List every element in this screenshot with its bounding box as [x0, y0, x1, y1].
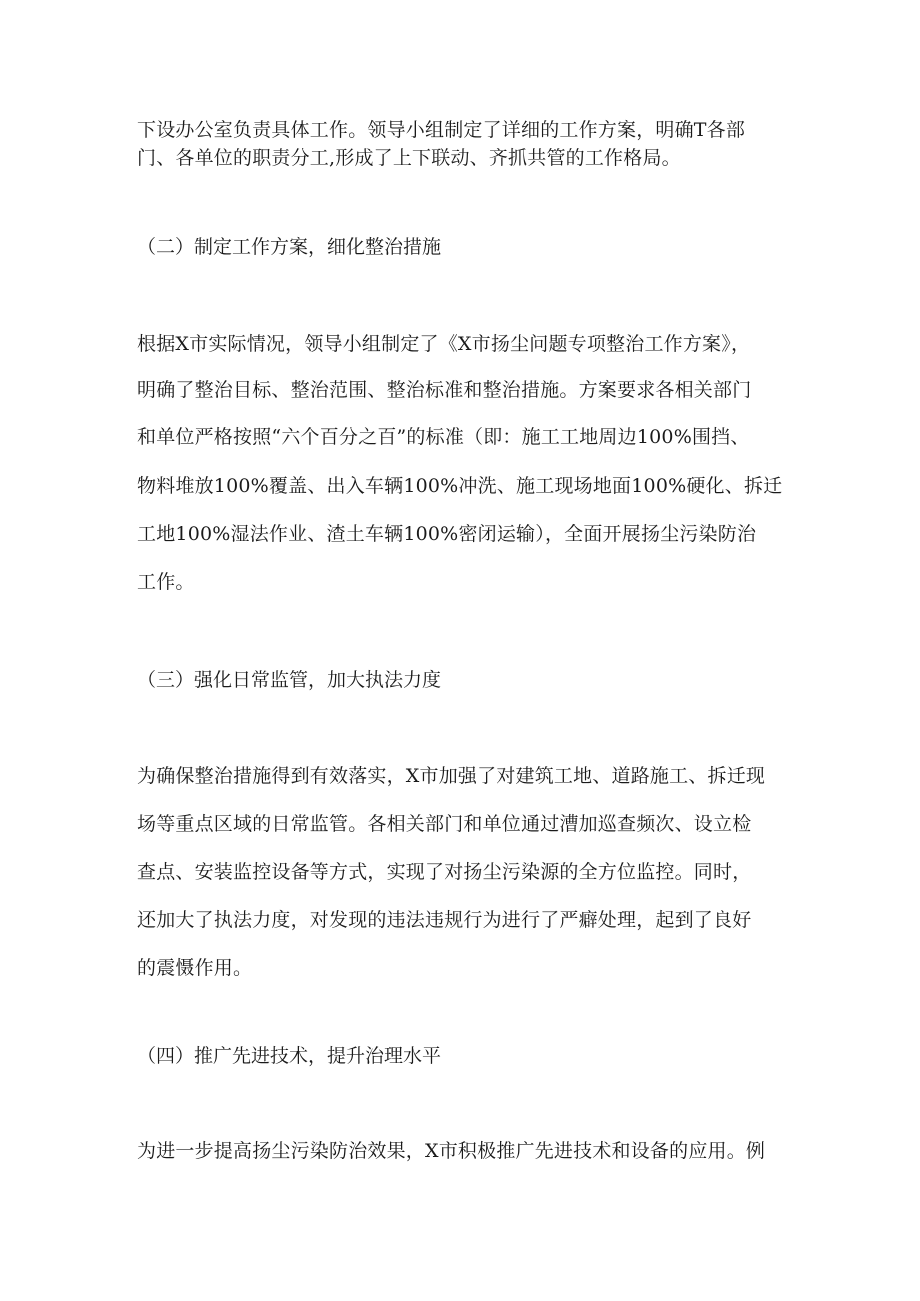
paragraph-line: 工作。 — [137, 571, 195, 593]
section-heading-4: （四）推广先进技术，提升治理水平 — [137, 1045, 442, 1067]
paragraph-line: 明确了整治目标、整治范围、整治标准和整治措施。方案要求各相关部门 — [137, 379, 752, 401]
paragraph-line: 下设办公室负责具体工作。领导小组制定了详细的工作方案，明确T各部 — [137, 119, 746, 141]
paragraph-line: 还加大了执法力度，对发现的违法违规行为进行了严癖处理，起到了良好 — [137, 909, 752, 931]
paragraph-line: 为确保整治措施得到有效落实，X市加强了对建筑工地、道路施工、拆迁现 — [137, 765, 766, 787]
paragraph-line: 为进一步提高扬尘污染防治效果，X市积极推广先进技术和设备的应用。例 — [137, 1140, 766, 1162]
paragraph-line: 查点、安装监控设备等方式，实现了对扬尘污染源的全方位监控。同时， — [137, 861, 752, 883]
paragraph-line: 根据X市实际情况，领导小组制定了《X市扬尘问题专项整治工作方案》， — [137, 333, 751, 355]
section-heading-2: （二）制定工作方案，细化整治措施 — [137, 236, 442, 258]
paragraph-line: 和单位严格按照“六个百分之百”的标准（即：施工工地周边100%围挡、 — [137, 426, 750, 448]
paragraph-line: 的震慑作用。 — [137, 957, 253, 979]
paragraph-line: 门、各单位的职责分工,形成了上下联动、齐抓共管的工作格局。 — [137, 147, 681, 169]
paragraph-line: 场等重点区域的日常监管。各相关部门和单位通过漕加巡查频次、设立检 — [137, 813, 752, 835]
section-heading-3: （三）强化日常监管，加大执法力度 — [137, 669, 442, 691]
paragraph-line: 工地100%湿法作业、渣土车辆100%密闭运输），全面开展扬尘污染防治 — [137, 523, 757, 545]
paragraph-line: 物料堆放100%覆盖、出入车辆100%冲洗、施工现场地面100%硬化、拆迁 — [137, 475, 783, 497]
